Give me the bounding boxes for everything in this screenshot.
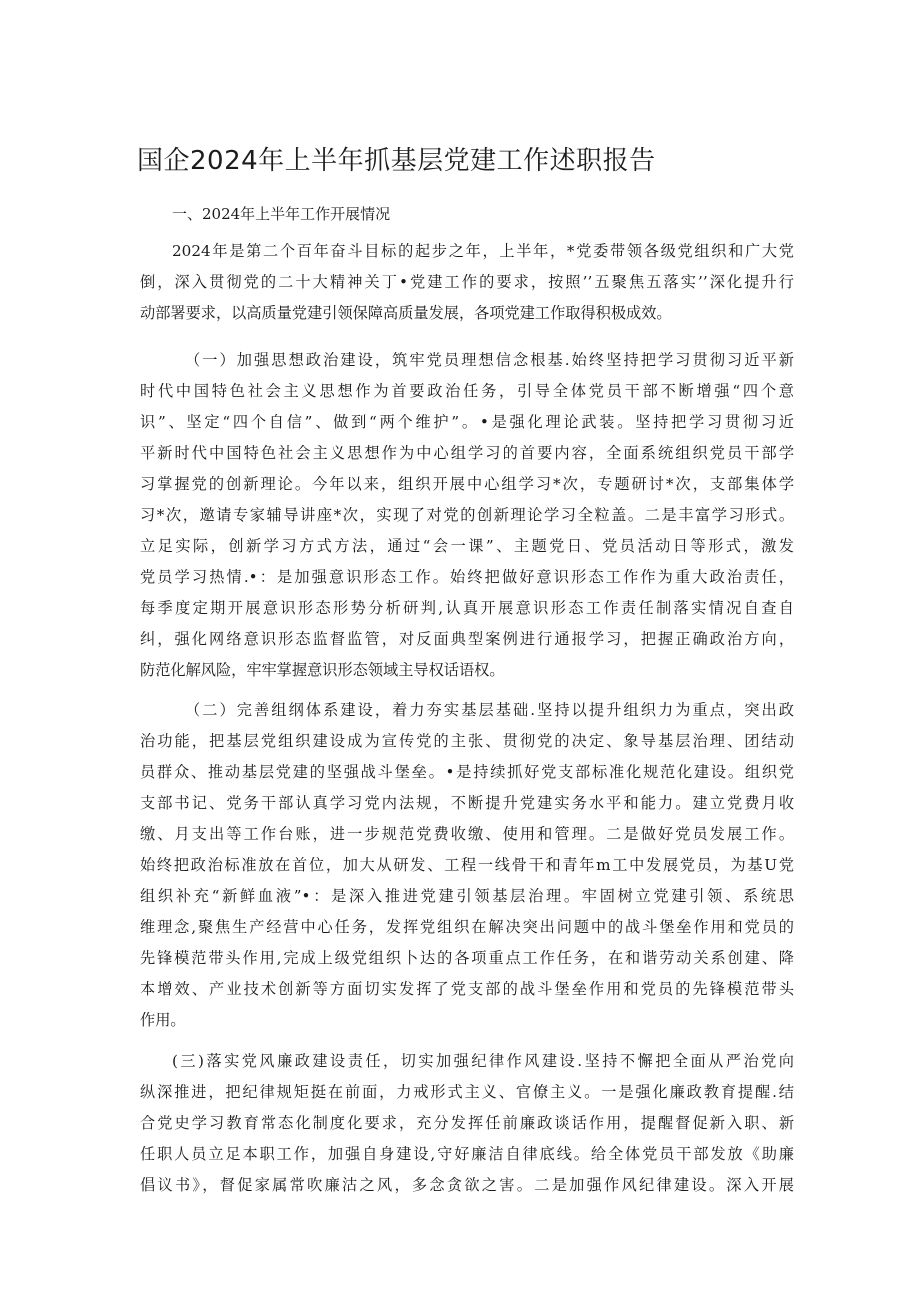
paragraph-line: 缴、月支出等工作台账，进一步规范党费收缴、使用和管理。二是做好党员发展工作。 xyxy=(140,825,794,843)
paragraph-line: 组织补充“新鲜血液”•：是深入推进党建引领基层治理。牢固树立党建引领、系统思 xyxy=(140,887,794,905)
paragraph-line: 先锋模范带头作用,完成上级党组织卜达的各项重点工作任务，在和谐劳动关系创建、降 xyxy=(140,949,794,967)
paragraph-line: （一）加强思想政治建设，筑牢党员理想信念根基.始终坚持把学习贯彻习近平新 xyxy=(185,351,794,369)
paragraph-line: 合党史学习教育常态化制度化要求，充分发挥任前廉政谈话作用，提醒督促新入职、新 xyxy=(140,1114,794,1132)
paragraph-organization xyxy=(140,695,794,1036)
paragraph-line: 2024年是第二个百年奋斗目标的起步之年，上半年，*党委带领各级党组织和广大党 xyxy=(172,242,794,260)
paragraph-line: 员群众、推动基层党建的坚强战斗堡垒。•是持续抓好党支部标准化规范化建设。组织党 xyxy=(140,763,794,781)
section-heading: 一、2024年上半年工作开展情况 xyxy=(172,205,391,223)
paragraph-line: 纵深推进，把纪律规矩挺在前面，力戒形式主义、官僚主义。一是强化廉政教育提醒.结 xyxy=(140,1083,794,1101)
paragraph-line: 任职人员立足本职工作，加强自身建设,守好廉洁自律底线。给全体党员干部发放《助廉 xyxy=(140,1145,794,1163)
document-title: 国企2024年上半年抓基层党建工作述职报告 xyxy=(137,146,656,176)
paragraph-line: 时代中国特色社会主义思想作为首要政治任务，引导全体党员干部不断增强“四个意 xyxy=(140,382,794,400)
paragraph-line: 防范化解风险，牢牢掌握意识形态领域主导权话语权。 xyxy=(140,661,505,679)
paragraph-line: 习掌握党的创新理论。今年以来，组织开展中心组学习*次，专题研讨*次，支部集体学 xyxy=(140,475,794,493)
paragraph-line: 始终把政治标准放在首位，加大从研发、工程一线骨干和青年m工中发展党员，为基U党 xyxy=(140,856,794,874)
paragraph-line: 倡议书》，督促家属常吹廉沽之风，多念贪欲之害。二是加强作风纪律建设。深入开展 xyxy=(140,1176,794,1194)
paragraph-line: 支部书记、党务干部认真学习党内法规，不断提升党建实务水平和能力。建立党费月收 xyxy=(140,794,794,812)
paragraph-discipline xyxy=(140,1046,794,1201)
paragraph-line: 平新时代中国特色社会主义思想作为中心组学习的首要内容，全面系统组织党员干部学 xyxy=(140,444,794,462)
paragraph-line: 立足实际，创新学习方式方法，通过“会一课”、主题党日、党员活动日等形式，激发 xyxy=(140,537,794,555)
paragraph-intro xyxy=(140,236,794,329)
paragraph-line: 习*次，邀请专家辅导讲座*次，实现了对党的创新理论学习全粒盖。二是丰富学习形式。 xyxy=(140,506,794,524)
paragraph-line: 党员学习热情.•：是加强意识形态工作。始终把做好意识形态工作作为重大政治责任， xyxy=(140,568,794,586)
paragraph-line: 作用。 xyxy=(140,1011,186,1029)
paragraph-line: 纠，强化网络意识形态监督监管，对反面典型案例进行通报学习，把握正确政治方向， xyxy=(140,630,794,648)
paragraph-line: (三)落实党风廉政建设责任，切实加强纪律作风建设.坚持不懈把全面从严治党向 xyxy=(172,1052,794,1070)
paragraph-line: （二）完善组纲体系建设，着力夯实基层基础.坚持以提升组织力为重点，突出政 xyxy=(185,701,794,719)
paragraph-line: 治功能，把基层党组织建设成为宣传党的主张、贯彻党的决定、象导基层治理、团结动 xyxy=(140,732,794,750)
paragraph-line: 维理念,聚焦生产经营中心任务，发挥党组织在解决突出问题中的战斗堡垒作用和党员的 xyxy=(140,918,794,936)
paragraph-ideology xyxy=(140,345,794,686)
paragraph-line: 识”、坚定“四个自信”、做到“两个维护”。•是强化理论武装。坚持把学习贯彻习近 xyxy=(140,413,794,431)
paragraph-line: 每季度定期开展意识形态形势分析研判,认真开展意识形态工作责任制落实情况自查自 xyxy=(140,599,794,617)
paragraph-line: 本增效、产业技术创新等方面切实发挥了党支部的战斗堡垒作用和党员的先锋模范带头 xyxy=(140,980,794,998)
paragraph-line: 倒，深入贯彻党的二十大精神关丁•党建工作的要求，按照’’五聚焦五落实’’深化提升行 xyxy=(140,273,794,291)
paragraph-line: 动部署要求，以高质量党建引领保障高质量发展，各项党建工作取得积极成效。 xyxy=(140,304,672,322)
